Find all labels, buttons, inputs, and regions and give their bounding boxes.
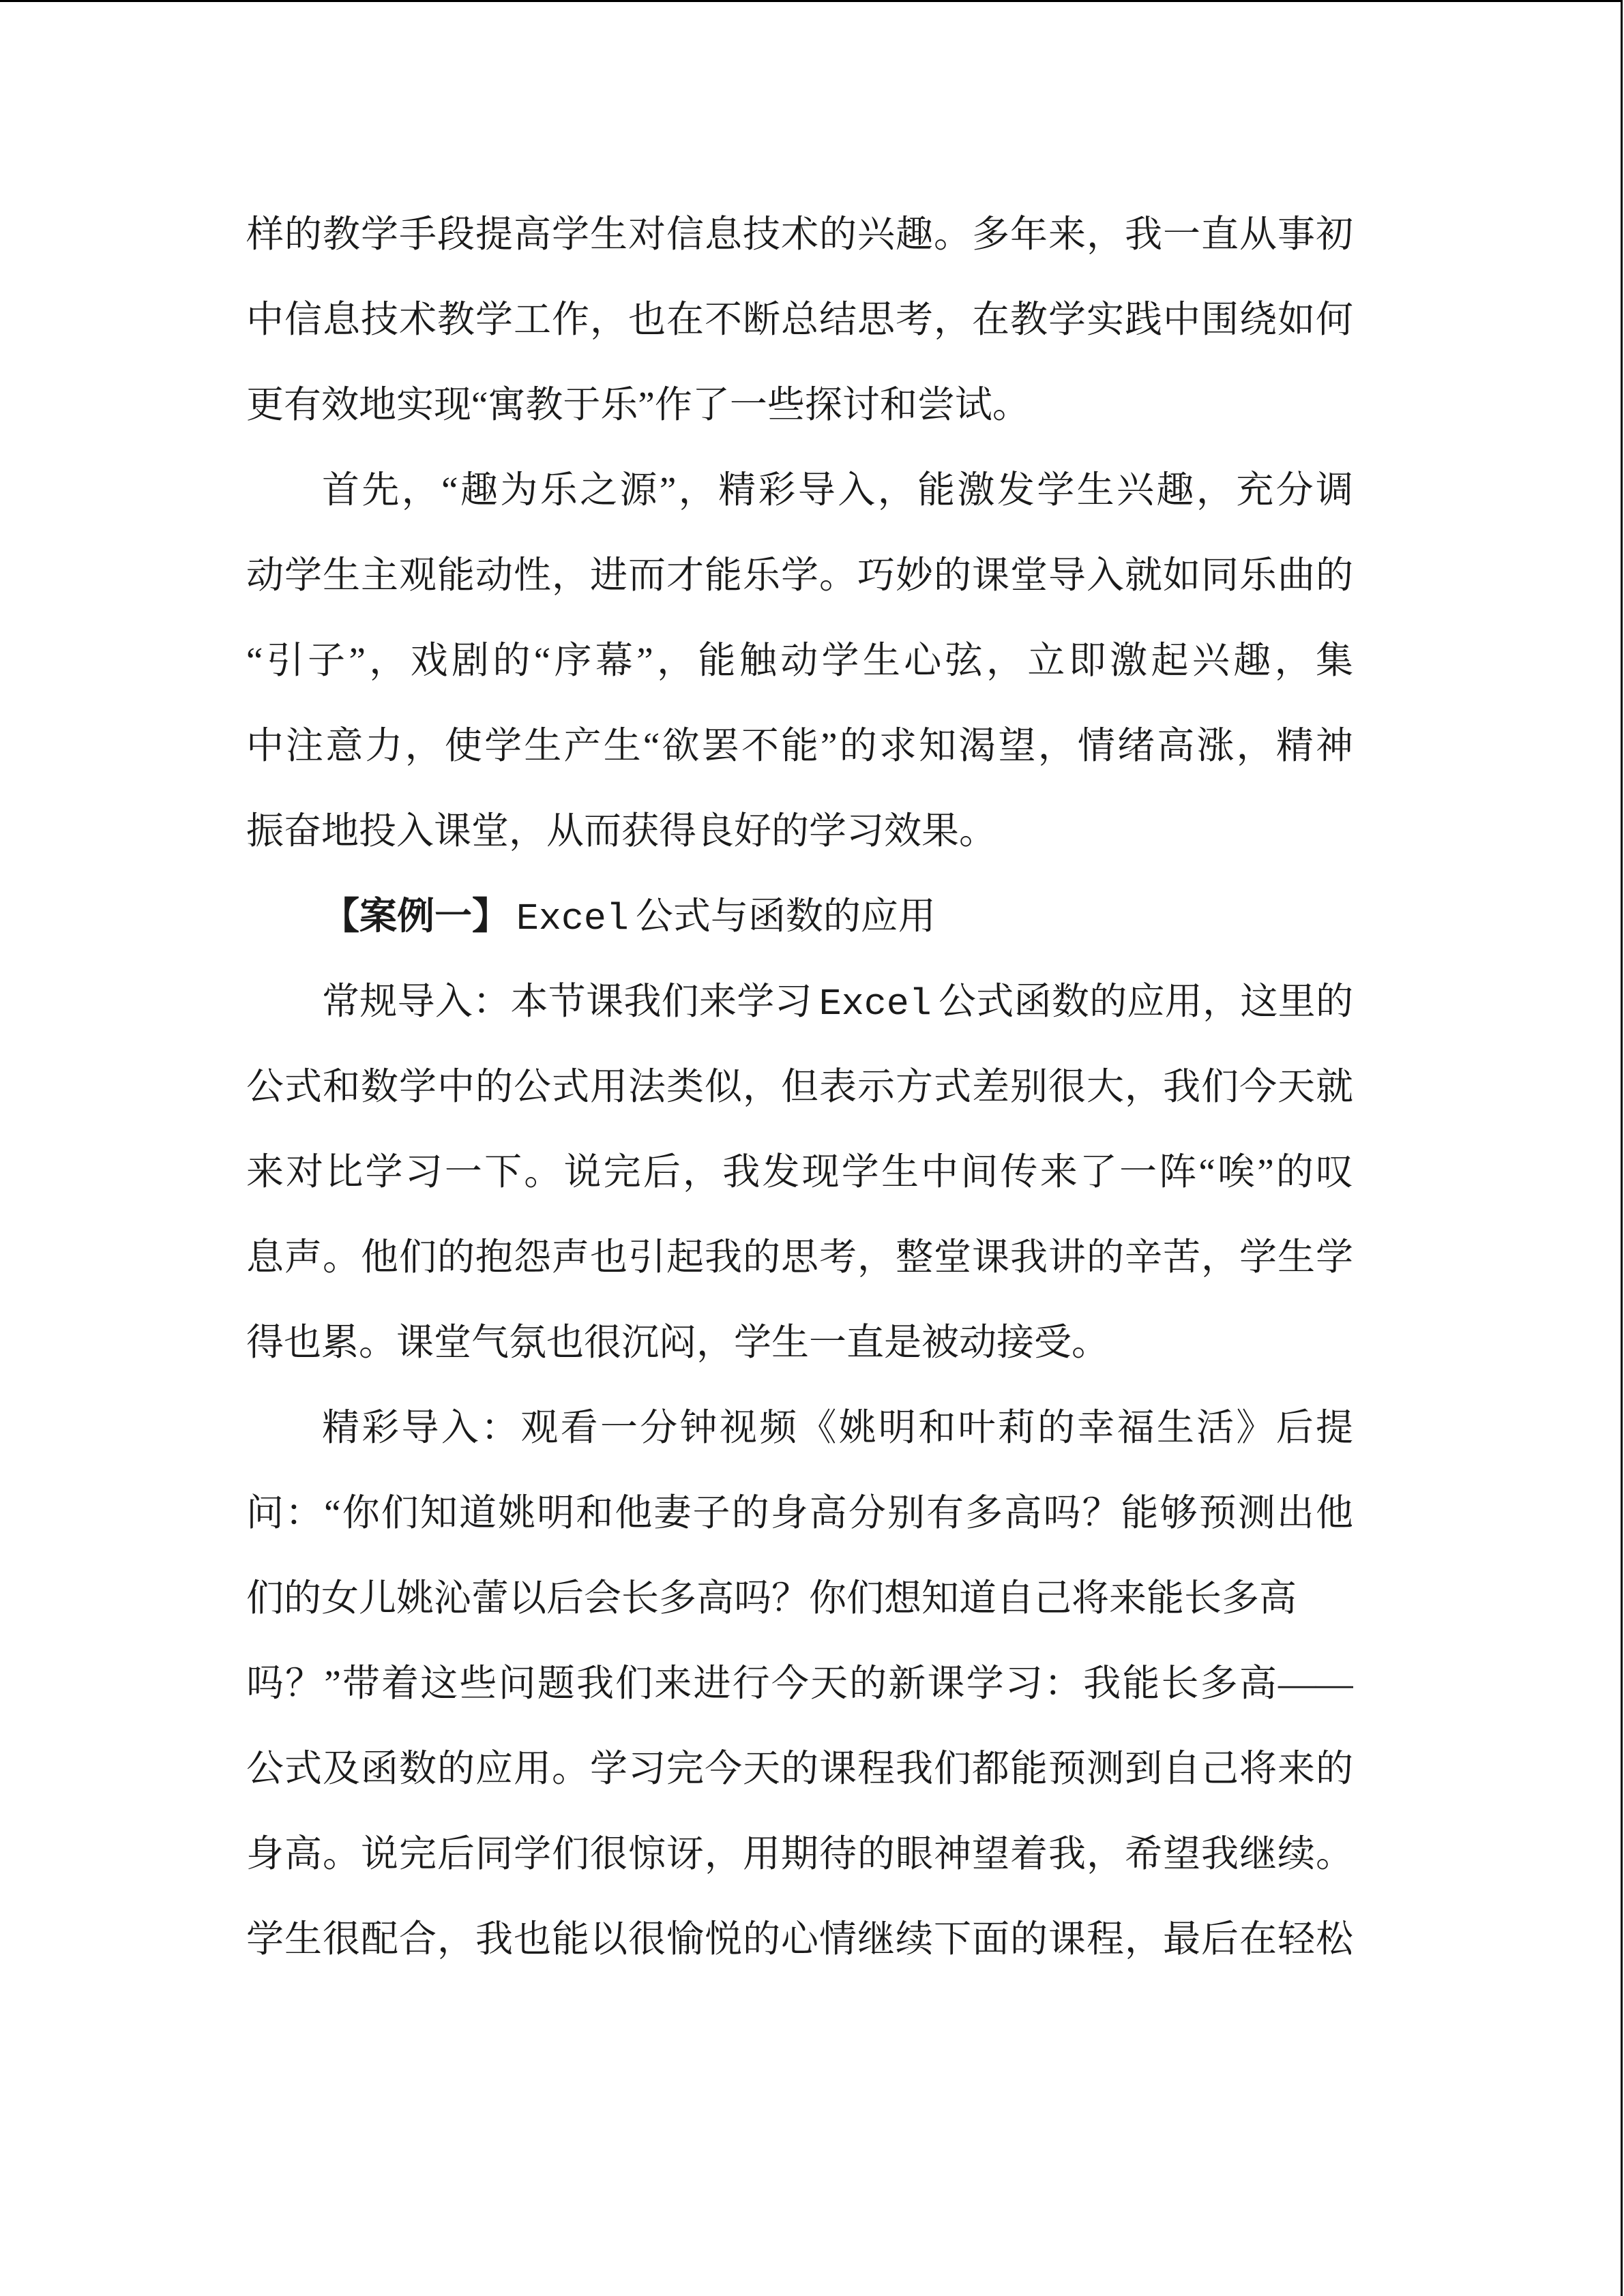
text-line: 动学生主观能动性，进而才能乐学。巧妙的课堂导入就如同乐曲的: [246, 554, 1353, 596]
text-line: 息声。他们的抱怨声也引起我的思考，整堂课我讲的辛苦，学生学: [246, 1236, 1353, 1278]
text-line: 精彩导入：观看一分钟视频《姚明和叶莉的幸福生活》后提: [322, 1407, 1353, 1448]
text-line: 中注意力，使学生产生“欲罢不能”的求知渴望，情绪高涨，精神: [246, 725, 1353, 766]
text-line: 吗？”带着这些问题我们来进行今天的新课学习：我能长多高——: [246, 1663, 1353, 1704]
text-line: 身高。说完后同学们很惊讶，用期待的眼神望着我，希望我继续。: [246, 1833, 1353, 1875]
paragraph-interest-source: [246, 447, 1353, 874]
text-line: 中信息技术教学工作，也在不断总结思考，在教学实践中围绕如何: [246, 299, 1353, 340]
text-line: 样的教学手段提高学生对信息技术的兴趣。多年来，我一直从事初: [246, 213, 1353, 255]
text-line: 学生很配合，我也能以很愉悦的心情继续下面的课程，最后在轻松: [246, 1918, 1353, 1960]
case-title: 公式与函数的应用: [635, 895, 936, 937]
text-segment: 公式函数的应用，这里的: [938, 981, 1353, 1022]
text-line: 得也累。课堂气氛也很沉闷，学生一直是被动接受。: [246, 1322, 1110, 1363]
text-line: 公式及函数的应用。学习完今天的课程我们都能预测到自己将来的: [246, 1748, 1353, 1789]
text-line: 问：“你们知道姚明和他妻子的身高分别有多高吗？能够预测出他: [246, 1492, 1353, 1534]
paragraph-regular-intro: [246, 959, 1353, 1385]
text-line: [246, 959, 1353, 1044]
software-name: Excel: [818, 983, 932, 1026]
text-line: 来对比学习一下。说完后，我发现学生中间传来了一阵“唉”的叹: [246, 1151, 1353, 1193]
text-line: 们的女儿姚沁蕾以后会长多高吗？你们想知道自己将来能长多高: [246, 1577, 1297, 1619]
text-line: 更有效地实现“寓教于乐”作了一些探讨和尝试。: [246, 384, 1030, 426]
case-label: 【案例一】: [322, 894, 510, 938]
paragraph-intro-continued: [246, 192, 1353, 447]
text-line: 首先，“趣为乐之源”，精彩导入，能激发学生兴趣，充分调: [322, 469, 1353, 511]
body-text: [246, 192, 1353, 1982]
paragraph-engaging-intro: [246, 1385, 1353, 1982]
text-line: “引子”，戏剧的“序幕”，能触动学生心弦，立即激起兴趣，集: [246, 640, 1353, 681]
text-line: 公式和数学中的公式用法类似，但表示方式差别很大，我们今天就: [246, 1066, 1353, 1107]
text-line: 振奋地投入课堂，从而获得良好的学习效果。: [246, 810, 997, 852]
case-heading: [246, 874, 1353, 959]
software-name: Excel: [516, 897, 629, 940]
text-segment: 常规导入：本节课我们来学习: [322, 981, 812, 1022]
